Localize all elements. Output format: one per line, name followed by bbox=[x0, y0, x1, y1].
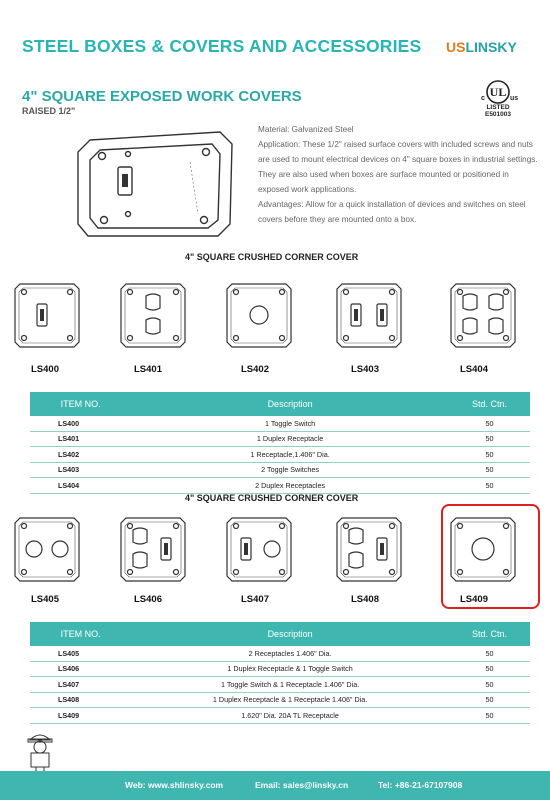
col-item-no: ITEM NO. bbox=[30, 392, 131, 416]
description-cell: 2 Duplex Receptacles bbox=[131, 478, 449, 494]
std-ctn-cell: 50 bbox=[449, 416, 530, 431]
item-no-cell: LS404 bbox=[30, 478, 131, 494]
section2-title: 4" SQUARE CRUSHED CORNER COVER bbox=[185, 493, 359, 503]
product-code-label: LS405 bbox=[31, 594, 59, 605]
col-description: Description bbox=[131, 622, 449, 646]
footer-email: Email: sales@linsky.cn bbox=[255, 780, 349, 790]
col-item-no: ITEM NO. bbox=[30, 622, 131, 646]
selected-product-highlight bbox=[441, 504, 540, 609]
footer-tel: Tel: +86-21-67107908 bbox=[378, 780, 463, 790]
table-row bbox=[30, 708, 530, 724]
duplex-and-toggle-cover-icon bbox=[118, 514, 188, 589]
item-no-cell: LS409 bbox=[30, 708, 131, 724]
std-ctn-cell: 50 bbox=[449, 478, 530, 494]
product-code-label: LS402 bbox=[241, 364, 269, 375]
product-description bbox=[258, 122, 540, 227]
table-row bbox=[30, 646, 530, 661]
item-no-cell: LS406 bbox=[30, 661, 131, 677]
std-ctn-cell: 50 bbox=[449, 462, 530, 478]
std-ctn-cell: 50 bbox=[449, 708, 530, 724]
svg-text:UL: UL bbox=[489, 85, 507, 99]
footer-web: Web: www.shlinsky.com bbox=[125, 780, 224, 790]
item-no-cell: LS407 bbox=[30, 677, 131, 693]
table-row bbox=[30, 692, 530, 708]
table-row bbox=[30, 462, 530, 478]
duplex-receptacle-cover-icon bbox=[118, 280, 188, 355]
item-no-cell: LS402 bbox=[30, 447, 131, 463]
section1-table bbox=[30, 392, 530, 494]
two-receptacle-cover-icon bbox=[12, 514, 82, 589]
description-cell: 1.620" Dia. 20A TL Receptacle bbox=[131, 708, 449, 724]
col-std-ctn: Std. Ctn. bbox=[449, 622, 530, 646]
product-code-label: LS409 bbox=[460, 594, 488, 605]
item-no-cell: LS401 bbox=[30, 431, 131, 447]
page-title: STEEL BOXES & COVERS AND ACCESSORIES bbox=[22, 36, 422, 56]
section1-title: 4" SQUARE CRUSHED CORNER COVER bbox=[185, 252, 359, 262]
worker-mascot-icon bbox=[20, 728, 60, 774]
table-row bbox=[30, 661, 530, 677]
item-no-cell: LS408 bbox=[30, 692, 131, 708]
product-subtitle: RAISED 1/2" bbox=[22, 106, 76, 116]
description-cell: 1 Duplex Receptacle & 1 Toggle Switch bbox=[131, 661, 449, 677]
material-text: Material: Galvanized Steel bbox=[258, 125, 354, 134]
product-title: 4" SQUARE EXPOSED WORK COVERS bbox=[22, 88, 302, 105]
svg-text:c: c bbox=[481, 95, 485, 102]
two-toggle-switch-cover-icon bbox=[334, 280, 404, 355]
product-code-label: LS408 bbox=[351, 594, 379, 605]
description-cell: 1 Toggle Switch & 1 Receptacle 1.406" Dia. bbox=[131, 677, 449, 693]
ul-cert-label: LISTED E501003 bbox=[484, 104, 512, 118]
toggle-and-receptacle-cover-icon bbox=[224, 514, 294, 589]
description-cell: 1 Duplex Receptacle & 1 Receptacle 1.406" Dia. bbox=[131, 692, 449, 708]
toggle-switch-cover-icon bbox=[12, 280, 82, 355]
std-ctn-cell: 50 bbox=[449, 677, 530, 693]
std-ctn-cell: 50 bbox=[449, 447, 530, 463]
product-code-label: LS406 bbox=[134, 594, 162, 605]
table-row bbox=[30, 431, 530, 447]
table-row bbox=[30, 447, 530, 463]
product-code-label: LS403 bbox=[351, 364, 379, 375]
col-std-ctn: Std. Ctn. bbox=[449, 392, 530, 416]
std-ctn-cell: 50 bbox=[449, 692, 530, 708]
description-cell: 2 Toggle Switches bbox=[131, 462, 449, 478]
single-receptacle-cover-icon bbox=[224, 280, 294, 355]
table-row bbox=[30, 416, 530, 431]
two-duplex-receptacle-cover-icon bbox=[448, 280, 518, 355]
table-header-row bbox=[30, 392, 530, 416]
description-cell: 2 Receptacles 1.406" Dia. bbox=[131, 646, 449, 661]
col-description: Description bbox=[131, 392, 449, 416]
application-text: Application: These 1/2" raised surface covers with included screws and nuts are used to mount electrical devices on 4" square boxes in industrial settings. They are also used when boxes are surface mounted or positioned in exposed work applications. bbox=[258, 140, 538, 194]
table-header-row bbox=[30, 622, 530, 646]
advantages-text: Advantages: Allow for a quick installation of devices and switches on steel covers before they are mounted onto a box. bbox=[258, 200, 526, 224]
description-cell: 1 Receptacle,1.406" Dia. bbox=[131, 447, 449, 463]
ul-listed-icon bbox=[462, 78, 534, 128]
product-code-label: LS404 bbox=[460, 364, 488, 375]
description-cell: 1 Toggle Switch bbox=[131, 416, 449, 431]
section2-table bbox=[30, 622, 530, 724]
item-no-cell: LS403 bbox=[30, 462, 131, 478]
item-no-cell: LS405 bbox=[30, 646, 131, 661]
brand-logo: USLINSKY bbox=[446, 39, 517, 55]
svg-text:us: us bbox=[510, 95, 519, 102]
item-no-cell: LS400 bbox=[30, 416, 131, 431]
std-ctn-cell: 50 bbox=[449, 646, 530, 661]
product-code-label: LS407 bbox=[241, 594, 269, 605]
std-ctn-cell: 50 bbox=[449, 661, 530, 677]
std-ctn-cell: 50 bbox=[449, 431, 530, 447]
table-row bbox=[30, 478, 530, 494]
toggle-switch-cover-icon bbox=[70, 122, 240, 242]
product-code-label: LS400 bbox=[31, 364, 59, 375]
description-cell: 1 Duplex Receptacle bbox=[131, 431, 449, 447]
product-code-label: LS401 bbox=[134, 364, 162, 375]
footer-bar bbox=[0, 771, 550, 800]
duplex-and-receptacle-cover-icon bbox=[334, 514, 404, 589]
table-row bbox=[30, 677, 530, 693]
